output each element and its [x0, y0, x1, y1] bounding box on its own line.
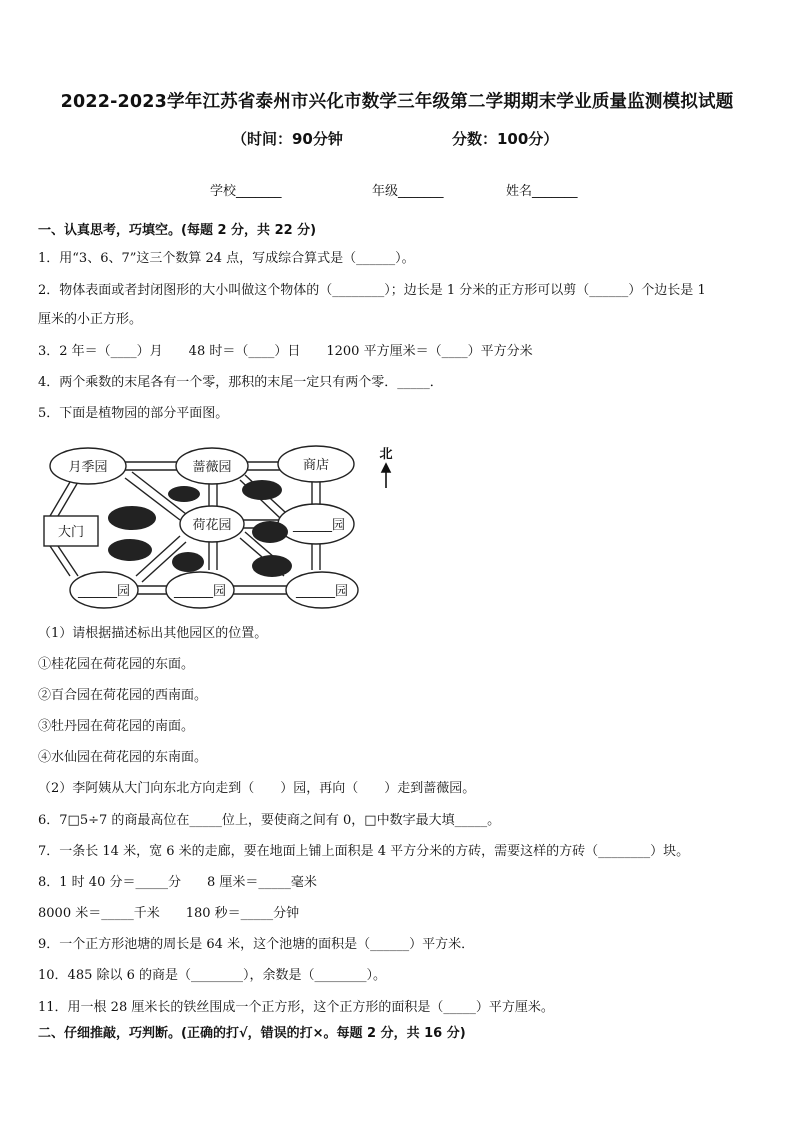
map-label-blank-s: ______园 — [173, 584, 227, 599]
question-9: 9．一个正方形池塘的周长是 64 米，这个池塘的面积是（______）平方米． — [38, 937, 475, 952]
map-label-yueji: 月季园 — [68, 460, 108, 475]
exam-time: （时间：90分钟 — [232, 130, 343, 148]
name-field[interactable]: 姓名_______ — [506, 184, 578, 199]
q5-clue-3: ③牡丹园在荷花园的南面。 — [38, 719, 195, 734]
question-8: 8．1 时 40 分＝_____分 8 厘米＝_____毫米 — [38, 875, 317, 890]
q5-clue-2: ②百合园在荷花园的西南面。 — [38, 688, 208, 703]
map-label-hehua: 荷花园 — [192, 518, 232, 533]
question-2-cont: 厘米的小正方形。 — [38, 312, 143, 327]
grade-field[interactable]: 年级_______ — [372, 184, 444, 199]
section-2-heading: 二、仔细推敲，巧判断。(正确的打√，错误的打×。每题 2 分，共 16 分) — [38, 1026, 466, 1041]
question-5-part-2: （2）李阿姨从大门向东北方向走到（ ）园，再向（ ）走到蔷薇园。 — [38, 781, 476, 796]
q5-clue-4: ④水仙园在荷花园的东南面。 — [38, 750, 208, 765]
garden-map — [40, 440, 410, 612]
page-title: 2022-2023学年江苏省泰州市兴化市数学三年级第二学期期末学业质量监测模拟试题 — [60, 92, 734, 112]
north-arrow-icon — [382, 464, 390, 488]
question-10: 10．485 除以 6 的商是（________），余数是（________）。 — [38, 968, 387, 983]
map-label-gate: 大门 — [57, 525, 85, 540]
question-5-part-1: （1）请根据描述标出其他园区的位置。 — [38, 626, 268, 641]
map-label-blank-sw: ______园 — [77, 584, 131, 599]
question-7: 7．一条长 14 米，宽 6 米的走廊，要在地面上铺上面积是 4 平方分米的方砖，需要这样的方砖（________）块。 — [38, 844, 690, 859]
school-field[interactable]: 学校_______ — [210, 184, 282, 199]
question-6: 6．7□5÷7 的商最高位在_____位上，要使商之间有 0，□中数字最大填_____。 — [38, 813, 501, 828]
map-label-blank-e: ______园 — [292, 518, 346, 533]
map-label-qiangwei: 蔷薇园 — [192, 460, 232, 475]
map-label-blank-se: ______园 — [295, 584, 349, 599]
north-label: 北 — [379, 447, 393, 462]
map-label-shop: 商店 — [302, 458, 330, 473]
question-5: 5．下面是植物园的部分平面图。 — [38, 406, 229, 421]
section-1-heading: 一、认真思考，巧填空。(每题 2 分，共 22 分) — [38, 223, 317, 238]
question-11: 11．用一根 28 厘米长的铁丝围成一个正方形，这个正方形的面积是（_____）平方厘米。 — [38, 1000, 554, 1015]
question-4: 4．两个乘数的末尾各有一个零，那积的末尾一定只有两个零．_____． — [38, 375, 443, 390]
q5-clue-1: ①桂花园在荷花园的东面。 — [38, 657, 195, 672]
question-8-cont: 8000 米＝_____千米 180 秒＝_____分钟 — [38, 906, 300, 921]
exam-score: 分数：100分） — [452, 130, 559, 148]
question-3: 3．2 年＝（____）月 48 时＝（____）日 1200 平方厘米＝（____）平方分米 — [38, 344, 533, 359]
question-1: 1．用“3、6、7”这三个数算 24 点，写成综合算式是（______）。 — [38, 251, 415, 266]
question-2: 2．物体表面或者封闭图形的大小叫做这个物体的（________）；边长是 1 分米的正方形可以剪（______）个边长是 1 — [38, 283, 706, 298]
